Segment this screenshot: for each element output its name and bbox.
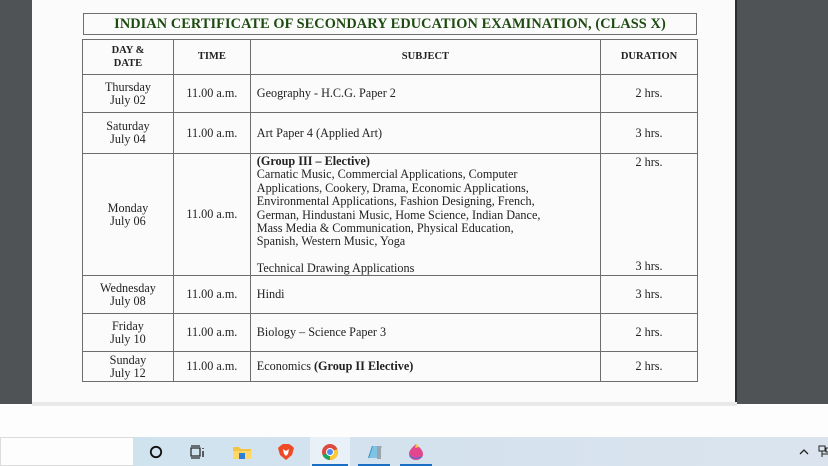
header-day-date: DAY & DATE	[83, 40, 174, 75]
row-day-date: Friday July 10	[83, 314, 174, 352]
table-row	[83, 352, 698, 382]
row-day-date: Monday July 06	[83, 154, 174, 276]
table-header-row	[83, 40, 698, 75]
header-subject: SUBJECT	[250, 40, 600, 75]
elective-heading: (Group III – Elective)	[256, 154, 370, 168]
row-day-date: Sunday July 12	[83, 352, 174, 382]
row-day-date: Wednesday July 08	[83, 276, 174, 314]
row-subject-elective-group	[250, 154, 600, 276]
brave-browser-button[interactable]	[268, 437, 304, 466]
windows-taskbar	[134, 437, 828, 466]
row-day-date: Saturday July 04	[83, 113, 174, 154]
row-duration: 2 hrs.	[601, 75, 698, 113]
table-row	[83, 154, 698, 276]
row-duration: 2 hrs.	[601, 314, 698, 352]
table-row	[83, 113, 698, 154]
elective-line: Spanish, Western Music, Yoga	[256, 234, 406, 249]
row-subject: Geography - H.C.G. Paper 2	[250, 75, 600, 113]
header-duration: DURATION	[601, 40, 698, 75]
row-subject: Hindi	[250, 276, 600, 314]
table-row	[83, 276, 698, 314]
elective-line: German, Hindustani Music, Home Science, Indian Dance,	[256, 207, 541, 222]
row-duration-split	[601, 154, 698, 276]
table-row	[83, 75, 698, 113]
row-time: 11.00 a.m.	[173, 113, 250, 154]
row-duration: 3 hrs.	[601, 113, 698, 154]
chrome-icon	[321, 443, 339, 461]
system-tray	[798, 437, 828, 466]
row-subject: Economics (Group II Elective)	[250, 352, 600, 382]
row-time: 11.00 a.m.	[173, 75, 250, 113]
row-duration-extra: 3 hrs.	[635, 259, 663, 273]
notepad-icon	[364, 443, 384, 461]
paint-button[interactable]	[398, 437, 434, 466]
document-title: INDIAN CERTIFICATE OF SECONDARY EDUCATION EXAMINATION, (CLASS X)	[114, 15, 666, 32]
row-time: 11.00 a.m.	[173, 314, 250, 352]
task-view-icon	[190, 445, 206, 459]
network-icon[interactable]	[818, 445, 828, 459]
folder-icon	[232, 444, 252, 460]
paint-icon	[407, 443, 425, 461]
cortana-button[interactable]	[138, 437, 174, 466]
row-time: 11.00 a.m.	[173, 352, 250, 382]
notepad-button[interactable]	[356, 437, 392, 466]
row-time: 11.00 a.m.	[173, 154, 250, 276]
spacer	[257, 249, 600, 262]
elective-line: Carnatic Music, Commercial Applications, Computer	[256, 167, 518, 182]
elective-line: Environmental Applications, Fashion Designing, French,	[256, 194, 535, 209]
row-duration: 2 hrs.	[635, 155, 663, 169]
elective-line: Applications, Cookery, Drama, Economic Applications,	[256, 180, 529, 195]
elective-extra: Technical Drawing Applications	[256, 260, 415, 275]
brave-icon	[277, 443, 295, 461]
table-row	[83, 314, 698, 352]
task-view-button[interactable]	[180, 437, 216, 466]
chevron-up-icon[interactable]	[798, 447, 810, 457]
row-day-date: Thursday July 02	[83, 75, 174, 113]
row-time: 11.00 a.m.	[173, 276, 250, 314]
circle-icon	[149, 445, 163, 459]
taskbar-search-box[interactable]	[0, 437, 134, 466]
chrome-button[interactable]	[310, 437, 350, 466]
row-subject: Biology – Science Paper 3	[250, 314, 600, 352]
header-time: TIME	[173, 40, 250, 75]
exam-schedule-table	[82, 39, 698, 382]
document-title-box	[83, 13, 697, 35]
row-duration: 3 hrs.	[601, 276, 698, 314]
file-explorer-button[interactable]	[224, 437, 260, 466]
elective-line: Mass Media & Communication, Physical Education,	[256, 221, 514, 236]
row-duration: 2 hrs.	[601, 352, 698, 382]
row-subject: Art Paper 4 (Applied Art)	[250, 113, 600, 154]
